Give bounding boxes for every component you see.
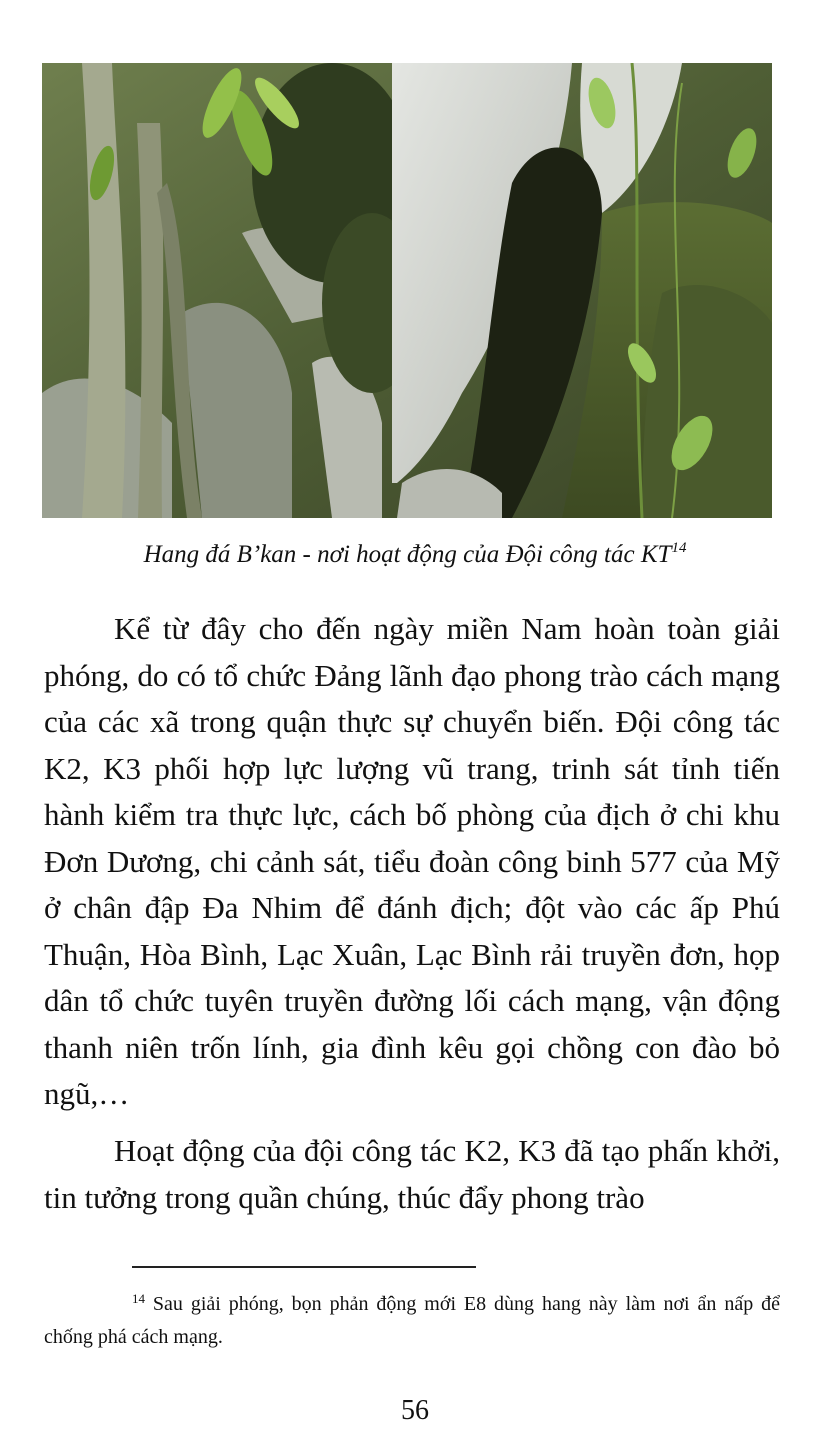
footnote-text: Sau giải phóng, bọn phản động mới E8 dùng hang này làm nơi ẩn nấp để chống phá cách mạng.: [44, 1293, 780, 1348]
paragraph-2: [44, 1128, 780, 1221]
footnote-divider: [132, 1266, 476, 1268]
caption-footnote-ref: 14: [671, 540, 687, 556]
footnote-number: 14: [132, 1291, 145, 1306]
caption-text: Hang đá B’kan - nơi hoạt động của Đội công tác KT: [143, 541, 672, 568]
cave-photo: [42, 63, 772, 518]
paragraph-2-text: Hoạt động của đội công tác K2, K3 đã tạo phấn khởi, tin tưởng trong quần chúng, thúc đẩy phong trào: [44, 1133, 780, 1215]
cave-rock-photo-icon: [42, 63, 772, 518]
paragraph-1-text: Kể từ đây cho đến ngày miền Nam hoàn toàn giải phóng, do có tổ chức Đảng lãnh đạo phong trào cách mạng của các xã trong quận thực sự chuyển biến. Đội công tác K2, K3 phối hợp lực lượng vũ trang, trinh sát tỉnh tiến hành kiểm tra thực lực, cách bố phòng của địch ở chi khu Đơn Dương, chi cảnh sát, tiểu đoàn công binh 577 của Mỹ ở chân đập Đa Nhim để đánh địch; đột vào các ấp Phú Thuận, Hòa Bình, Lạc Xuân, Lạc Bình rải truyền đơn, họp dân tổ chức tuyên truyền đường lối cách mạng, vận động thanh niên trốn lính, gia đình kêu gọi chồng con đào bỏ ngũ,…: [44, 611, 780, 1111]
page-number: 56: [401, 1395, 429, 1426]
paragraph-1: [44, 606, 780, 1118]
footnote: [44, 1288, 780, 1354]
photo-caption: [40, 538, 790, 572]
